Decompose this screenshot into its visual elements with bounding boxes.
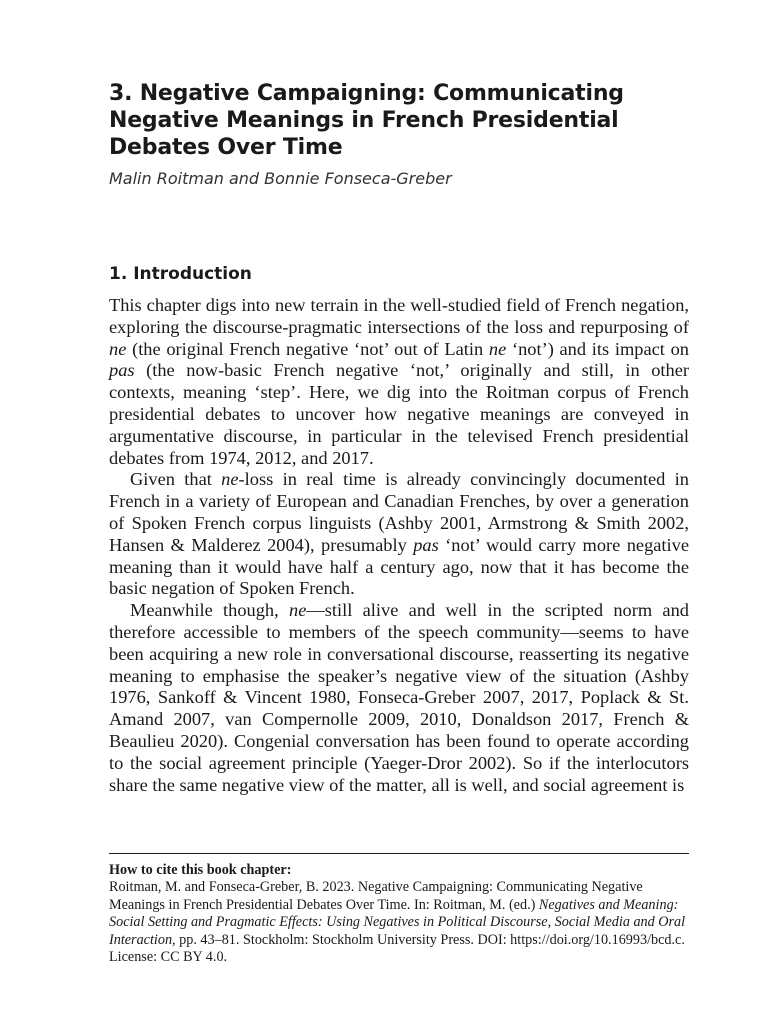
citation-heading: How to cite this book chapter:	[109, 862, 292, 878]
text-segment-italic: ne	[488, 338, 507, 359]
text-segment: (the original French negative ‘not’ out of Latin	[126, 338, 489, 359]
text-segment: -loss in real time is already convincingly documented in French in a variety of European and Canadian Frenches, by over a generation of Spoken French corpus linguists (Ashby 2001, Armstrong & Smith 2002, Hansen & Malderez 2004), presumably	[109, 469, 689, 555]
citation-book-title: Negatives and Meaning: Social Setting and Pragmatic Effects: Using Negatives in Political Discourse, Social Media and Oral Interaction	[109, 896, 686, 948]
text-segment-italic: ne	[109, 338, 127, 359]
paragraph-3	[109, 600, 689, 796]
body-text	[109, 295, 689, 796]
text-segment: —still alive and well in the scripted norm and therefore accessible to members of the speech community—seems to have been acquiring a new role in conversational discourse, reasserting its negative meaning to emphasise the speaker’s negative view of the situation (Ashby 1976, Sankoff & Vincent 1980, Fonseca-Greber 2007, 2017, Poplack & St. Amand 2007, van Compernolle 2009, 2010, Donaldson 2017, French & Beaulieu 2020). Congenial conversation has been found to operate according to the social agreement principle (Yaeger-Dror 2002). So if the interlocutors share the same negative view of the matter, all is well, and social agreement is	[109, 600, 689, 795]
paragraph-2	[109, 469, 689, 600]
text-segment: Meanwhile though,	[130, 600, 289, 621]
citation-footer	[109, 853, 689, 966]
text-segment: This chapter digs into new terrain in the well-studied field of French negation, exploring the discourse-pragmatic intersections of the loss and repurposing of	[109, 295, 689, 337]
text-segment: ‘not’ would carry more negative meaning than it would have half a century ago, now that it has become the basic negation of Spoken French.	[109, 534, 690, 599]
text-segment: ‘not’) and its impact on	[506, 338, 689, 359]
chapter-authors: Malin Roitman and Bonnie Fonseca-Greber	[109, 169, 452, 188]
text-segment-italic: pas	[109, 360, 135, 381]
chapter-title: 3. Negative Campaigning: Communicating Negative Meanings in French Presidential Debates Over Time	[109, 81, 624, 160]
text-segment: (the now-basic French negative ‘not,’ originally and still, in other contexts, meaning ‘step’. Here, we dig into the Roitman corpus of French presidential debates to uncover how negative meanings are conveyed in argumentative discourse, in particular in the televised French presidential debates from 1974, 2012, and 2017.	[109, 360, 689, 468]
section-heading: 1. Introduction	[109, 264, 252, 284]
citation-text: Roitman, M. and Fonseca-Greber, B. 2023. Negative Campaigning: Communicating Negative Meanings in French Presidential Debates Over Time. In: Roitman, M. (ed.)	[109, 879, 643, 913]
paragraph-1	[109, 295, 689, 469]
citation-text-end: , pp. 43–81. Stockholm: Stockholm University Press. DOI: https://doi.org/10.16993/bcd.c. License: CC BY 4.0.	[109, 931, 685, 966]
text-segment: Given that	[130, 469, 222, 490]
text-segment-italic: pas	[413, 534, 439, 555]
text-segment-italic: ne	[221, 469, 239, 490]
text-segment-italic: ne	[289, 600, 307, 621]
chapter-page	[109, 80, 689, 796]
